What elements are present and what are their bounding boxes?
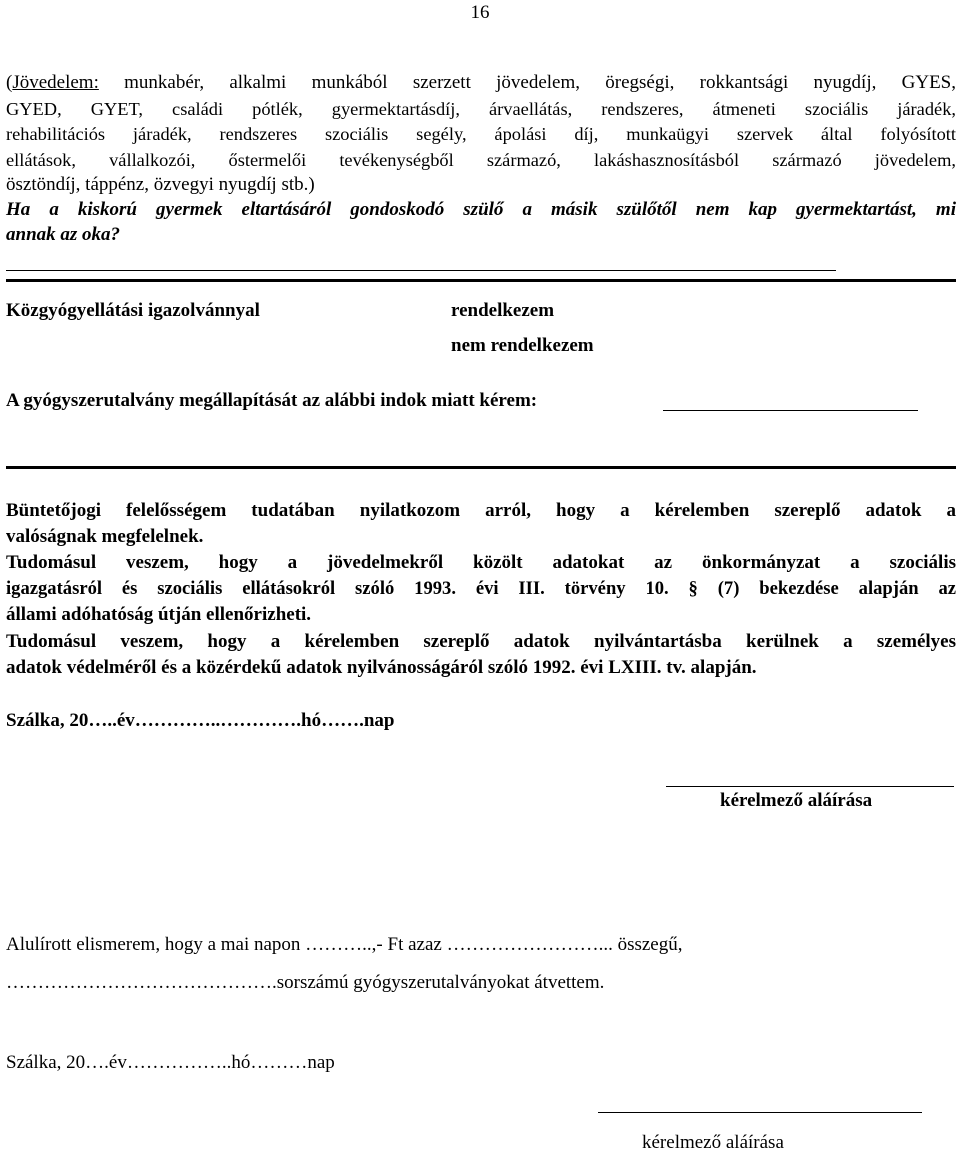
income-label: Jövedelem: [12,72,99,93]
date-line-1[interactable]: Szálka, 20…..év…………..………….hó…….nap [6,710,395,731]
signature-line-2[interactable] [598,1112,922,1113]
income-line-5: ösztöndíj, táppénz, özvegyi nyugdíj stb.) [6,174,315,195]
declaration-para1-line2: valóságnak megfelelnek. [6,526,204,547]
voucher-reason-input-line[interactable] [663,410,918,411]
receipt-line-2: …………………………………….sorszámú gyógyszerutalványokat átvettem. [6,972,605,993]
receipt-line-1: Alulírott elismerem, hogy a mai napon ………..,- Ft azaz ……………………... összegű, [6,934,683,955]
income-line-1 [6,70,956,96]
income-line-3: rehabilitációs járadék, rendszeres szociális segély, ápolási díj, munkaügyi szervek által folyósított [6,124,956,144]
section-divider-1 [6,279,956,282]
declaration-para2-line3: állami adóhatóság útján ellenőrizheti. [6,604,312,625]
income-line-2: GYED, GYET, családi pótlék, gyermektartásdíj, árvaellátás, rendszeres, átmeneti szociális járadék, [6,99,956,119]
health-card-label: Közgyógyellátási igazolvánnyal [6,300,260,321]
child-support-question-line-1: Ha a kiskorú gyermek eltartásáról gondoskodó szülő a másik szülőtől nem kap gyermektartást, mi [6,199,956,220]
declaration-para3-line1: Tudomásul veszem, hogy a kérelemben szereplő adatok nyilvántartásba kerülnek a személyes [6,631,956,652]
signature-label-1: kérelmező aláírása [720,790,873,811]
answer-line[interactable] [6,270,836,271]
signature-label-2: kérelmező aláírása [642,1132,784,1153]
declaration-para3-line2: adatok védelméről és a közérdekű adatok nyilvánosságáról szóló 1992. évi LXIII. tv. alapján. [6,657,757,678]
declaration-para2-line1: Tudomásul veszem, hogy a jövedelmekről közölt adatokat az önkormányzat a szociális [6,552,956,573]
declaration-para1-line1: Büntetőjogi felelősségem tudatában nyilatkozom arról, hogy a kérelemben szereplő adatok a [6,500,956,521]
section-divider-2 [6,466,956,469]
open-paren: ( [6,72,13,93]
voucher-reason-label: A gyógyszerutalvány megállapítását az alábbi indok miatt kérem: [6,390,538,411]
option-not-have[interactable]: nem rendelkezem [451,335,594,356]
page-number: 16 [470,2,490,23]
child-support-question-line-2: annak az oka? [6,224,121,245]
income-text-1: munkabér, alkalmi munkából szerzett jövedelem, öregségi, rokkantsági nyugdíj, GYES, [98,72,956,93]
option-have[interactable]: rendelkezem [451,300,555,321]
signature-line-1[interactable] [666,786,954,787]
declaration-para2-line2: igazgatásról és szociális ellátásokról szóló 1993. évi III. törvény 10. § (7) bekezdése alapján az [6,578,956,599]
income-line-4: ellátások, vállalkozói, őstermelői tevékenységből származó, lakáshasznosításból származó jövedelem, [6,150,956,170]
date-line-2[interactable]: Szálka, 20….év……………..hó………nap [6,1052,335,1073]
